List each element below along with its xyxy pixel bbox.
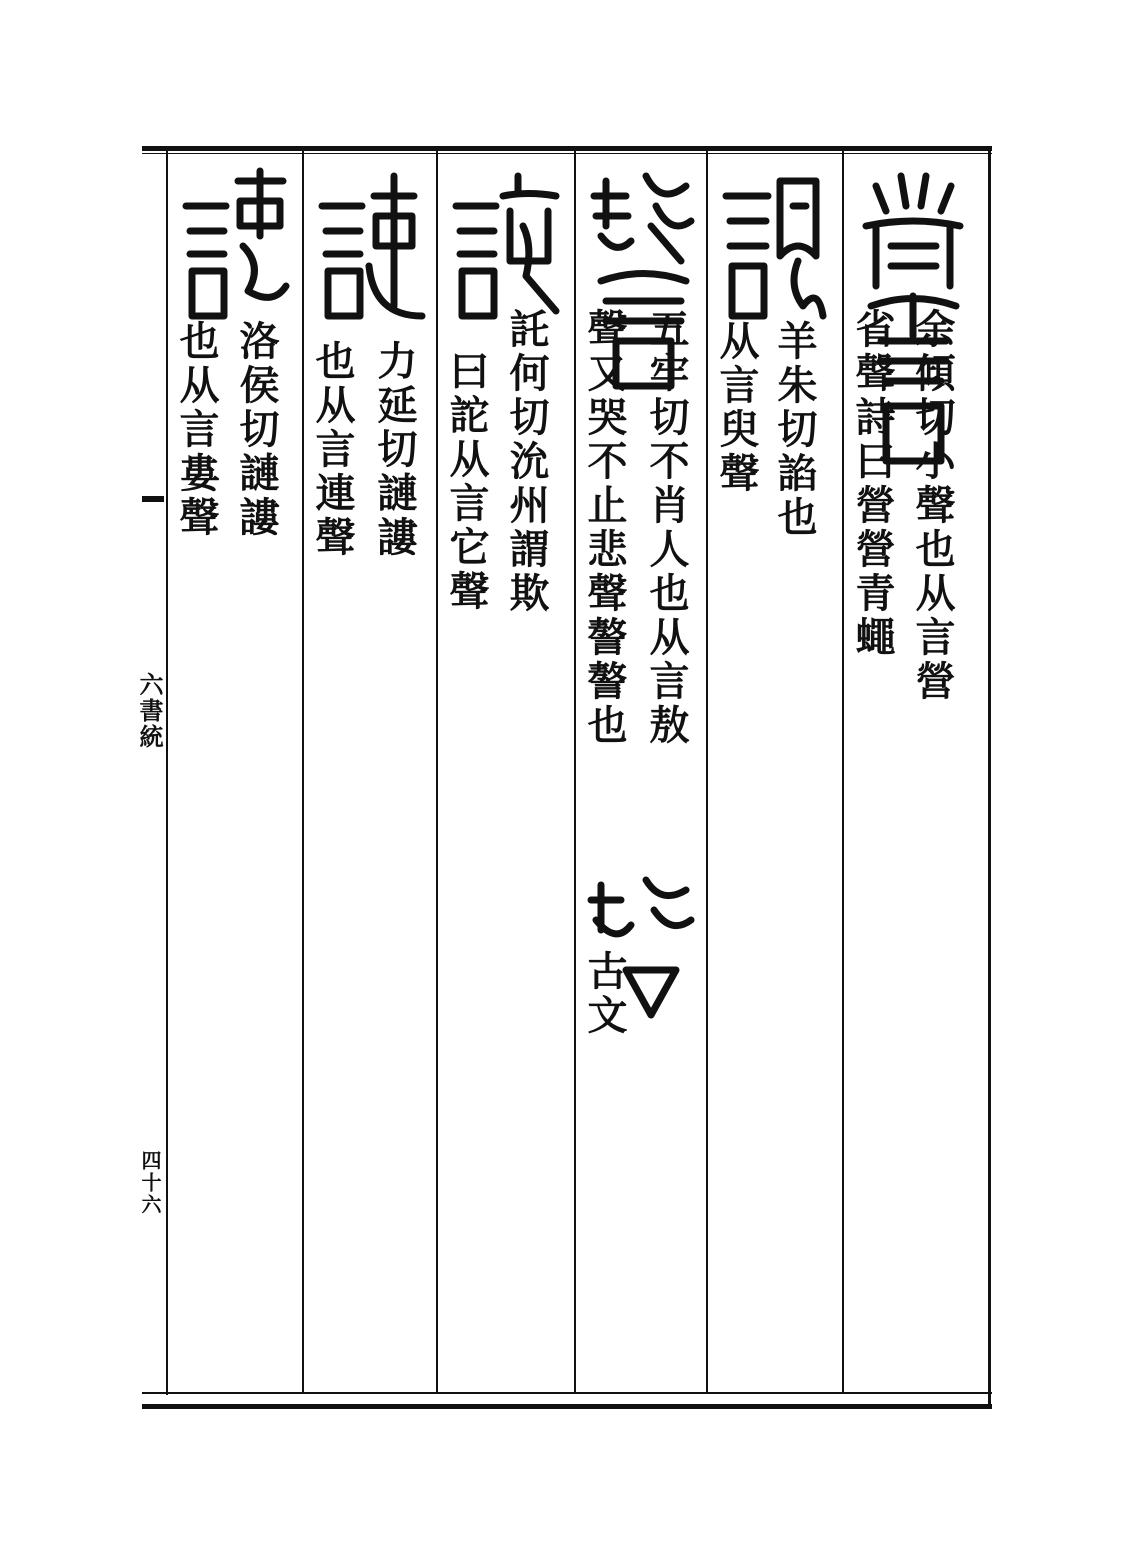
gloss-line-1: 洛侯切謰謱 bbox=[233, 320, 280, 540]
gloss-line-1: 五牢切不肖人也从言敖 bbox=[643, 308, 690, 748]
column-divider bbox=[842, 150, 844, 1393]
gloss-line-1: 余傾切小聲也从言營 bbox=[909, 308, 956, 704]
entry-column-2 bbox=[710, 160, 840, 1390]
bottom-border-thick-rule bbox=[142, 1404, 992, 1409]
gloss-line-2: 聲又哭不止悲聲謷謷也 bbox=[581, 308, 628, 748]
left-margin-rule bbox=[166, 150, 168, 1395]
top-border-thin-rule bbox=[142, 153, 992, 154]
entry-column-4 bbox=[440, 160, 570, 1390]
fish-tail-marker bbox=[142, 496, 164, 502]
ancient-variant-seal-icon bbox=[586, 800, 700, 970]
gloss-line-2: 也从言婁聲 bbox=[173, 320, 220, 540]
entry-column-5 bbox=[306, 160, 436, 1390]
book-title: 六書統 bbox=[135, 672, 164, 750]
gloss-line-1: 力延切謰謱 bbox=[371, 340, 418, 560]
entry-column-6 bbox=[170, 160, 300, 1390]
top-border-rule bbox=[142, 146, 992, 151]
gloss-line-1: 羊朱切諂也 bbox=[771, 320, 818, 540]
gloss-line-2: 从言臾聲 bbox=[713, 320, 760, 496]
gloss-line-2: 也从言連聲 bbox=[309, 340, 356, 560]
variant-label-gu-wen: 古文 bbox=[581, 950, 628, 1038]
bottom-border-rule bbox=[142, 1392, 992, 1394]
entry-column-3 bbox=[578, 160, 708, 1390]
column-divider bbox=[574, 150, 576, 1393]
column-divider bbox=[302, 150, 304, 1393]
gloss-line-1: 託何切沇州謂欺 bbox=[503, 308, 550, 616]
entry-column-1 bbox=[848, 160, 978, 1390]
gloss-line-2: 曰詑从言它聲 bbox=[443, 350, 490, 614]
right-border-rule bbox=[988, 146, 991, 1408]
page-number: 四十六 bbox=[138, 1150, 162, 1216]
column-divider bbox=[436, 150, 438, 1393]
gloss-line-2: 省聲詩曰營營青蠅 bbox=[849, 308, 896, 660]
